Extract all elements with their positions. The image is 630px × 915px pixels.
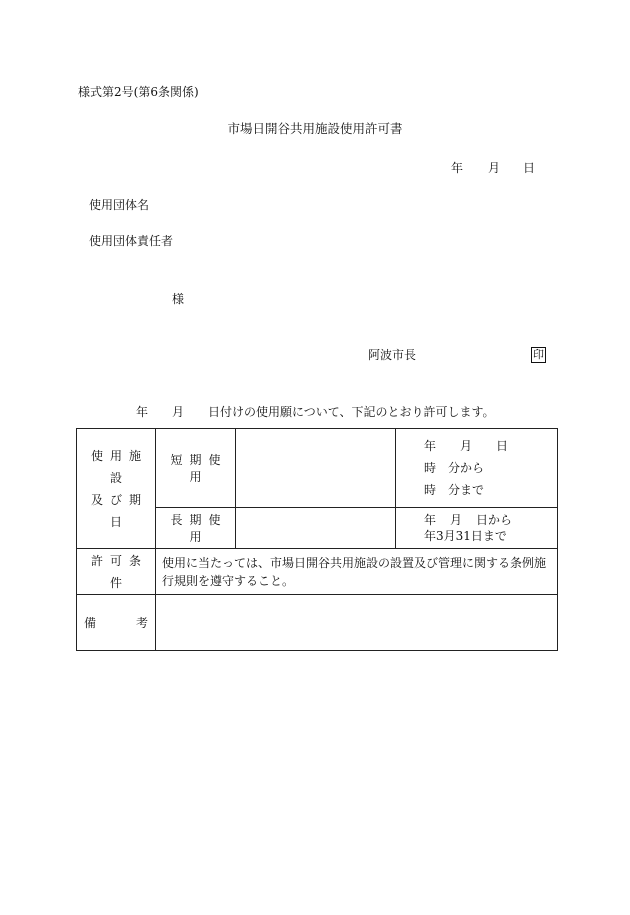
issuer-name: 阿波市長 <box>368 348 417 362</box>
long-term-year: 年 <box>424 513 437 527</box>
issue-date-month: 月 <box>488 161 501 175</box>
remarks-label-left: 備 <box>84 616 97 630</box>
facility-header-line2: 及び期日 <box>90 492 148 529</box>
short-term-row <box>77 429 558 508</box>
seal-mark: 印 <box>533 348 544 361</box>
short-term-end-hour: 時 <box>424 483 437 497</box>
short-term-facility-cell[interactable] <box>236 429 396 508</box>
issue-date-day: 日 <box>523 161 536 175</box>
remarks-row <box>77 595 558 651</box>
short-term-date-line3 <box>424 479 557 501</box>
long-term-date-line2: 年3月31日まで <box>424 529 507 543</box>
short-term-end-minute: 分まで <box>448 483 485 497</box>
short-term-day: 日 <box>496 439 509 453</box>
org-representative-label: 使用団体責任者 <box>89 234 174 248</box>
long-term-date-line1 <box>424 512 557 528</box>
long-term-date-cell[interactable] <box>396 508 558 549</box>
short-term-start-hour: 時 <box>424 461 437 475</box>
long-term-month: 月 <box>450 513 463 527</box>
intro-month: 月 <box>172 405 185 419</box>
short-term-year: 年 <box>424 439 437 453</box>
remarks-label <box>77 595 156 651</box>
honorific: 様 <box>172 292 185 306</box>
issue-date <box>0 162 630 176</box>
long-term-label: 長期使用 <box>156 508 236 549</box>
conditions-label: 許可条件 <box>77 549 156 595</box>
permit-table <box>76 428 558 651</box>
facility-header-line1: 使用施設 <box>90 448 148 485</box>
facility-header <box>77 429 156 549</box>
short-term-date-cell[interactable] <box>396 429 558 508</box>
short-term-date-line2 <box>424 457 557 479</box>
remarks-label-right: 考 <box>135 616 148 630</box>
document-title: 市場日開谷共用施設使用許可書 <box>227 121 403 136</box>
short-term-label: 短期使用 <box>156 429 236 508</box>
issue-date-year: 年 <box>451 161 464 175</box>
long-term-facility-cell[interactable] <box>236 508 396 549</box>
short-term-month: 月 <box>460 439 473 453</box>
short-term-start-minute: 分から <box>448 461 485 475</box>
form-number: 様式第2号(第6条関係) <box>78 85 199 99</box>
remarks-cell[interactable] <box>156 595 558 651</box>
conditions-row <box>77 549 558 595</box>
short-term-date-line1 <box>424 435 557 457</box>
org-name-label: 使用団体名 <box>89 198 150 212</box>
intro-sentence <box>0 406 630 420</box>
long-term-day: 日から <box>476 513 513 527</box>
intro-year: 年 <box>136 405 149 419</box>
intro-text: 日付けの使用願について、下記のとおり許可します。 <box>208 405 495 419</box>
conditions-text: 使用に当たっては、市場日開谷共用施設の設置及び管理に関する条例施行規則を遵守すること。 <box>156 549 558 595</box>
